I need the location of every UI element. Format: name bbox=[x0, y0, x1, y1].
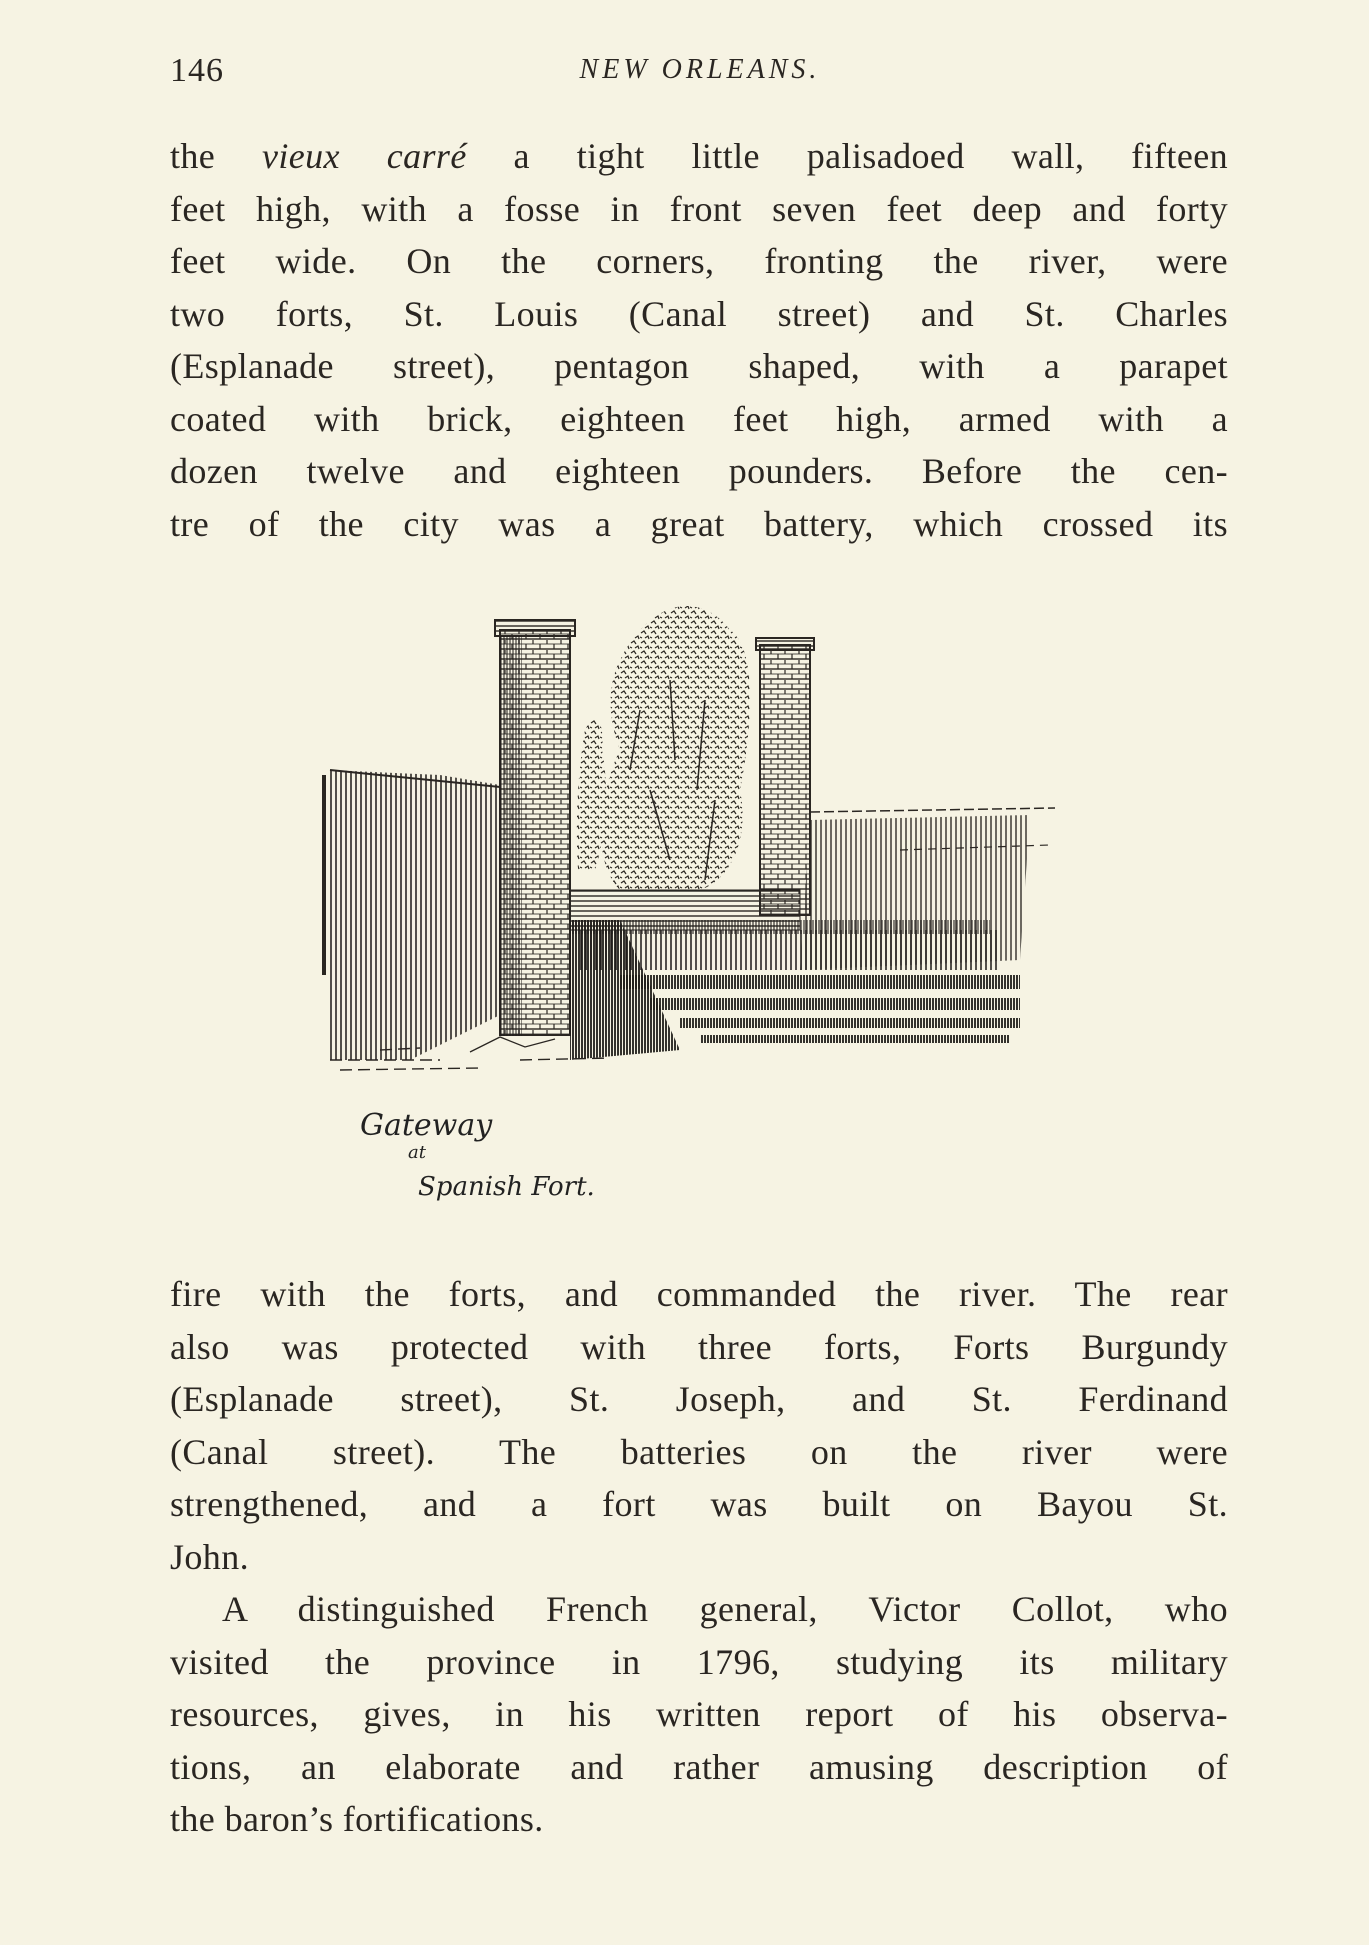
text-line: John. bbox=[170, 1536, 250, 1577]
text-line: tre of the city was a great battery, which crossed its bbox=[170, 503, 1228, 544]
tree bbox=[601, 606, 750, 890]
text-line: also was protected with three forts, Forts Burgundy bbox=[170, 1326, 1228, 1367]
text-line: A distinguished French general, Victor Collot, who bbox=[222, 1589, 1228, 1629]
caption-line-2: at bbox=[408, 1142, 426, 1163]
top-paragraph bbox=[170, 130, 1228, 550]
paragraph-continuation bbox=[170, 1268, 1228, 1583]
text-line: (Esplanade street), pentagon shaped, with a parapet bbox=[170, 346, 1228, 386]
text-line: tions, an elaborate and rather amusing description of bbox=[170, 1746, 1228, 1787]
text-line: the vieux carré a tight little palisadoed wall, fifteen bbox=[170, 136, 1228, 176]
text-line: (Canal street). The batteries on the river were bbox=[170, 1431, 1228, 1472]
text-line: feet wide. On the corners, fronting the river, were bbox=[170, 241, 1228, 281]
paragraph-collot bbox=[170, 1583, 1228, 1846]
running-title: NEW ORLEANS. bbox=[579, 54, 821, 85]
text-line: strengthened, and a fort was built on Bayou St. bbox=[170, 1484, 1228, 1524]
text-line: two forts, St. Louis (Canal street) and St. Charles bbox=[170, 293, 1228, 334]
text-line: visited the province in 1796, studying its military bbox=[170, 1641, 1228, 1682]
text-line: the baron’s fortifications. bbox=[170, 1799, 544, 1839]
italic-phrase: vieux carré bbox=[262, 136, 467, 176]
text-line: (Esplanade street), St. Joseph, and St. Ferdinand bbox=[170, 1379, 1228, 1419]
text-line: dozen twelve and eighteen pounders. Before the cen- bbox=[170, 451, 1228, 491]
text-line: resources, gives, in his written report of his observa- bbox=[170, 1694, 1228, 1734]
bottom-text bbox=[170, 1268, 1228, 1846]
gateway-illustration bbox=[320, 590, 1060, 1210]
page-number: 146 bbox=[170, 52, 224, 89]
text-line: coated with brick, eighteen feet high, armed with a bbox=[170, 398, 1228, 439]
illustration-caption bbox=[360, 1108, 595, 1202]
running-head bbox=[170, 52, 1230, 92]
pen-drawing bbox=[320, 590, 1060, 1210]
caption-line-1: Gateway bbox=[360, 1108, 493, 1143]
text-line: feet high, with a fosse in front seven feet deep and forty bbox=[170, 188, 1228, 229]
steps bbox=[620, 975, 1020, 989]
caption-line-3: Spanish Fort. bbox=[418, 1172, 595, 1202]
right-pillar bbox=[760, 645, 810, 915]
text-line: fire with the forts, and commanded the river. The rear bbox=[170, 1274, 1228, 1314]
